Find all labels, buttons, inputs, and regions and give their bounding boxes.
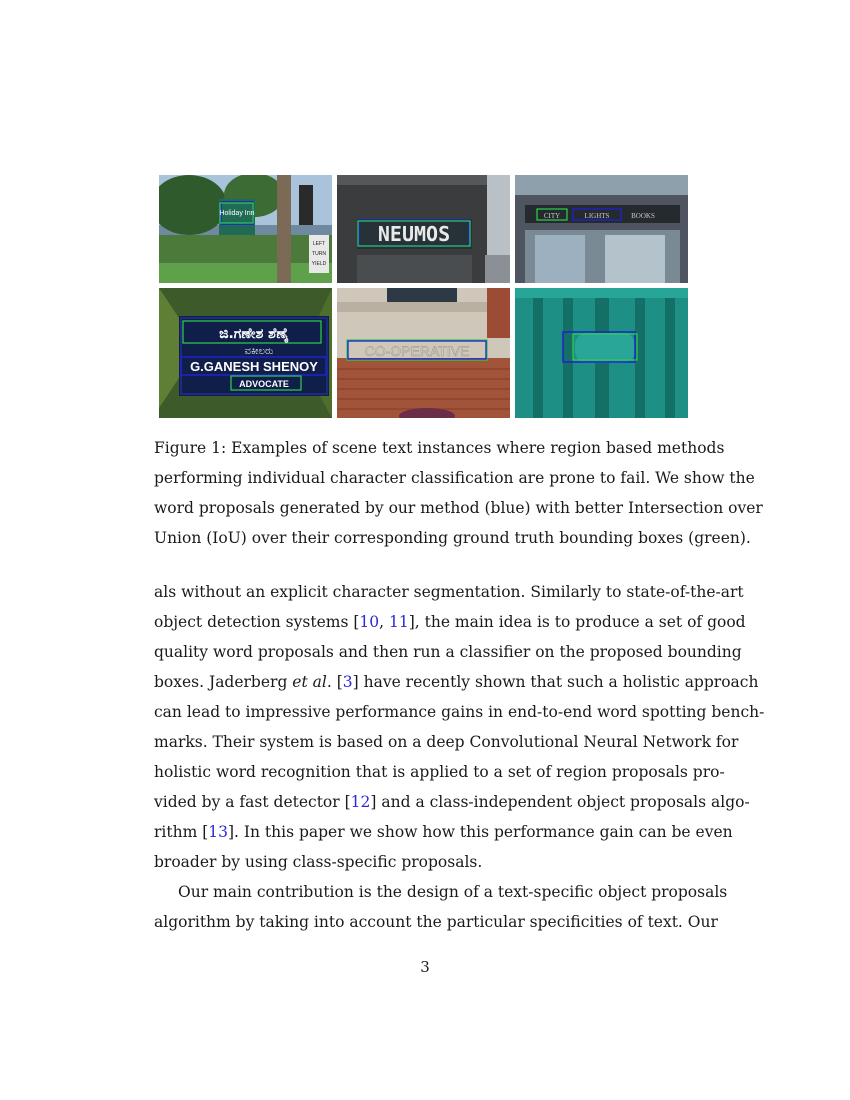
svg-text:YIELD: YIELD bbox=[311, 261, 327, 267]
svg-text:G.GANESH SHENOY: G.GANESH SHENOY bbox=[190, 359, 318, 374]
svg-text:LIGHTS: LIGHTS bbox=[584, 212, 610, 220]
figure-photo-teal-bin bbox=[515, 288, 688, 418]
figure-photo-ganesh-shenoy bbox=[159, 288, 332, 418]
body-line: broader by using class-specific proposals. bbox=[154, 853, 483, 871]
svg-text:CITY: CITY bbox=[543, 212, 561, 220]
body-line: object detection systems [10, 11], the main idea is to produce a set of good bbox=[154, 613, 746, 631]
svg-text:BOOKS: BOOKS bbox=[631, 212, 655, 220]
body-line: holistic word recognition that is applied to a set of region proposals pro- bbox=[154, 763, 725, 781]
body-line: marks. Their system is based on a deep Convolutional Neural Network for bbox=[154, 733, 739, 751]
page-number: 3 bbox=[420, 958, 430, 976]
body-line: quality word proposals and then run a classifier on the proposed bounding bbox=[154, 643, 742, 661]
body-line: can lead to impressive performance gains in end-to-end word spotting bench- bbox=[154, 703, 765, 721]
holiday-inn-sign-text: Holiday Inn bbox=[219, 210, 255, 217]
caption-line: Figure 1: Examples of scene text instances where region based methods bbox=[154, 439, 725, 457]
citation-link-13[interactable]: 13 bbox=[208, 823, 228, 841]
body-line: als without an explicit character segmentation. Similarly to state-of-the-art bbox=[154, 583, 744, 601]
body-line: rithm [13]. In this paper we show how this performance gain can be even bbox=[154, 823, 733, 841]
figure-photo-city-lights bbox=[515, 175, 688, 283]
figure-photo-neumos bbox=[337, 175, 510, 283]
body-line: vided by a fast detector [12] and a class-independent object proposals algo- bbox=[154, 793, 750, 811]
citation-link-10[interactable]: 10 bbox=[359, 613, 380, 631]
body-line: algorithm by taking into account the particular specificities of text. Our bbox=[154, 913, 718, 931]
svg-text:ADVOCATE: ADVOCATE bbox=[239, 379, 289, 389]
neumos-sign-text: NEUMOS bbox=[377, 222, 451, 246]
citation-link-11[interactable]: 11 bbox=[388, 613, 409, 631]
svg-text:LEFT: LEFT bbox=[312, 241, 326, 247]
body-line: boxes. Jaderberg et al. [3] have recently shown that such a holistic approach bbox=[154, 673, 759, 691]
citation-link-12[interactable]: 12 bbox=[350, 793, 371, 811]
figure-1-image-grid bbox=[159, 175, 689, 418]
caption-line: Union (IoU) over their corresponding ground truth bounding boxes (green). bbox=[154, 529, 751, 547]
caption-line: performing individual character classification are prone to fail. We show the bbox=[154, 469, 755, 487]
co-operative-sign-text: CO-OPERATIVE bbox=[364, 343, 470, 359]
svg-text:ಜಿ.ಗಣೇಶ ಶೆಣೈ: ಜಿ.ಗಣೇಶ ಶೆಣೈ bbox=[219, 326, 289, 342]
body-line: Our main contribution is the design of a text-specific object proposals bbox=[178, 883, 728, 901]
citation-link-3[interactable]: 3 bbox=[342, 673, 353, 691]
caption-line: word proposals generated by our method (blue) with better Intersection over bbox=[154, 499, 763, 517]
figure-caption bbox=[154, 433, 763, 553]
figure-photo-co-operative bbox=[337, 288, 510, 418]
svg-text:ವಕೀಲರು: ವಕೀಲರು bbox=[244, 346, 274, 357]
svg-text:TURN: TURN bbox=[312, 251, 326, 257]
body-text bbox=[154, 577, 765, 937]
figure-photo-holiday-inn bbox=[159, 175, 332, 283]
